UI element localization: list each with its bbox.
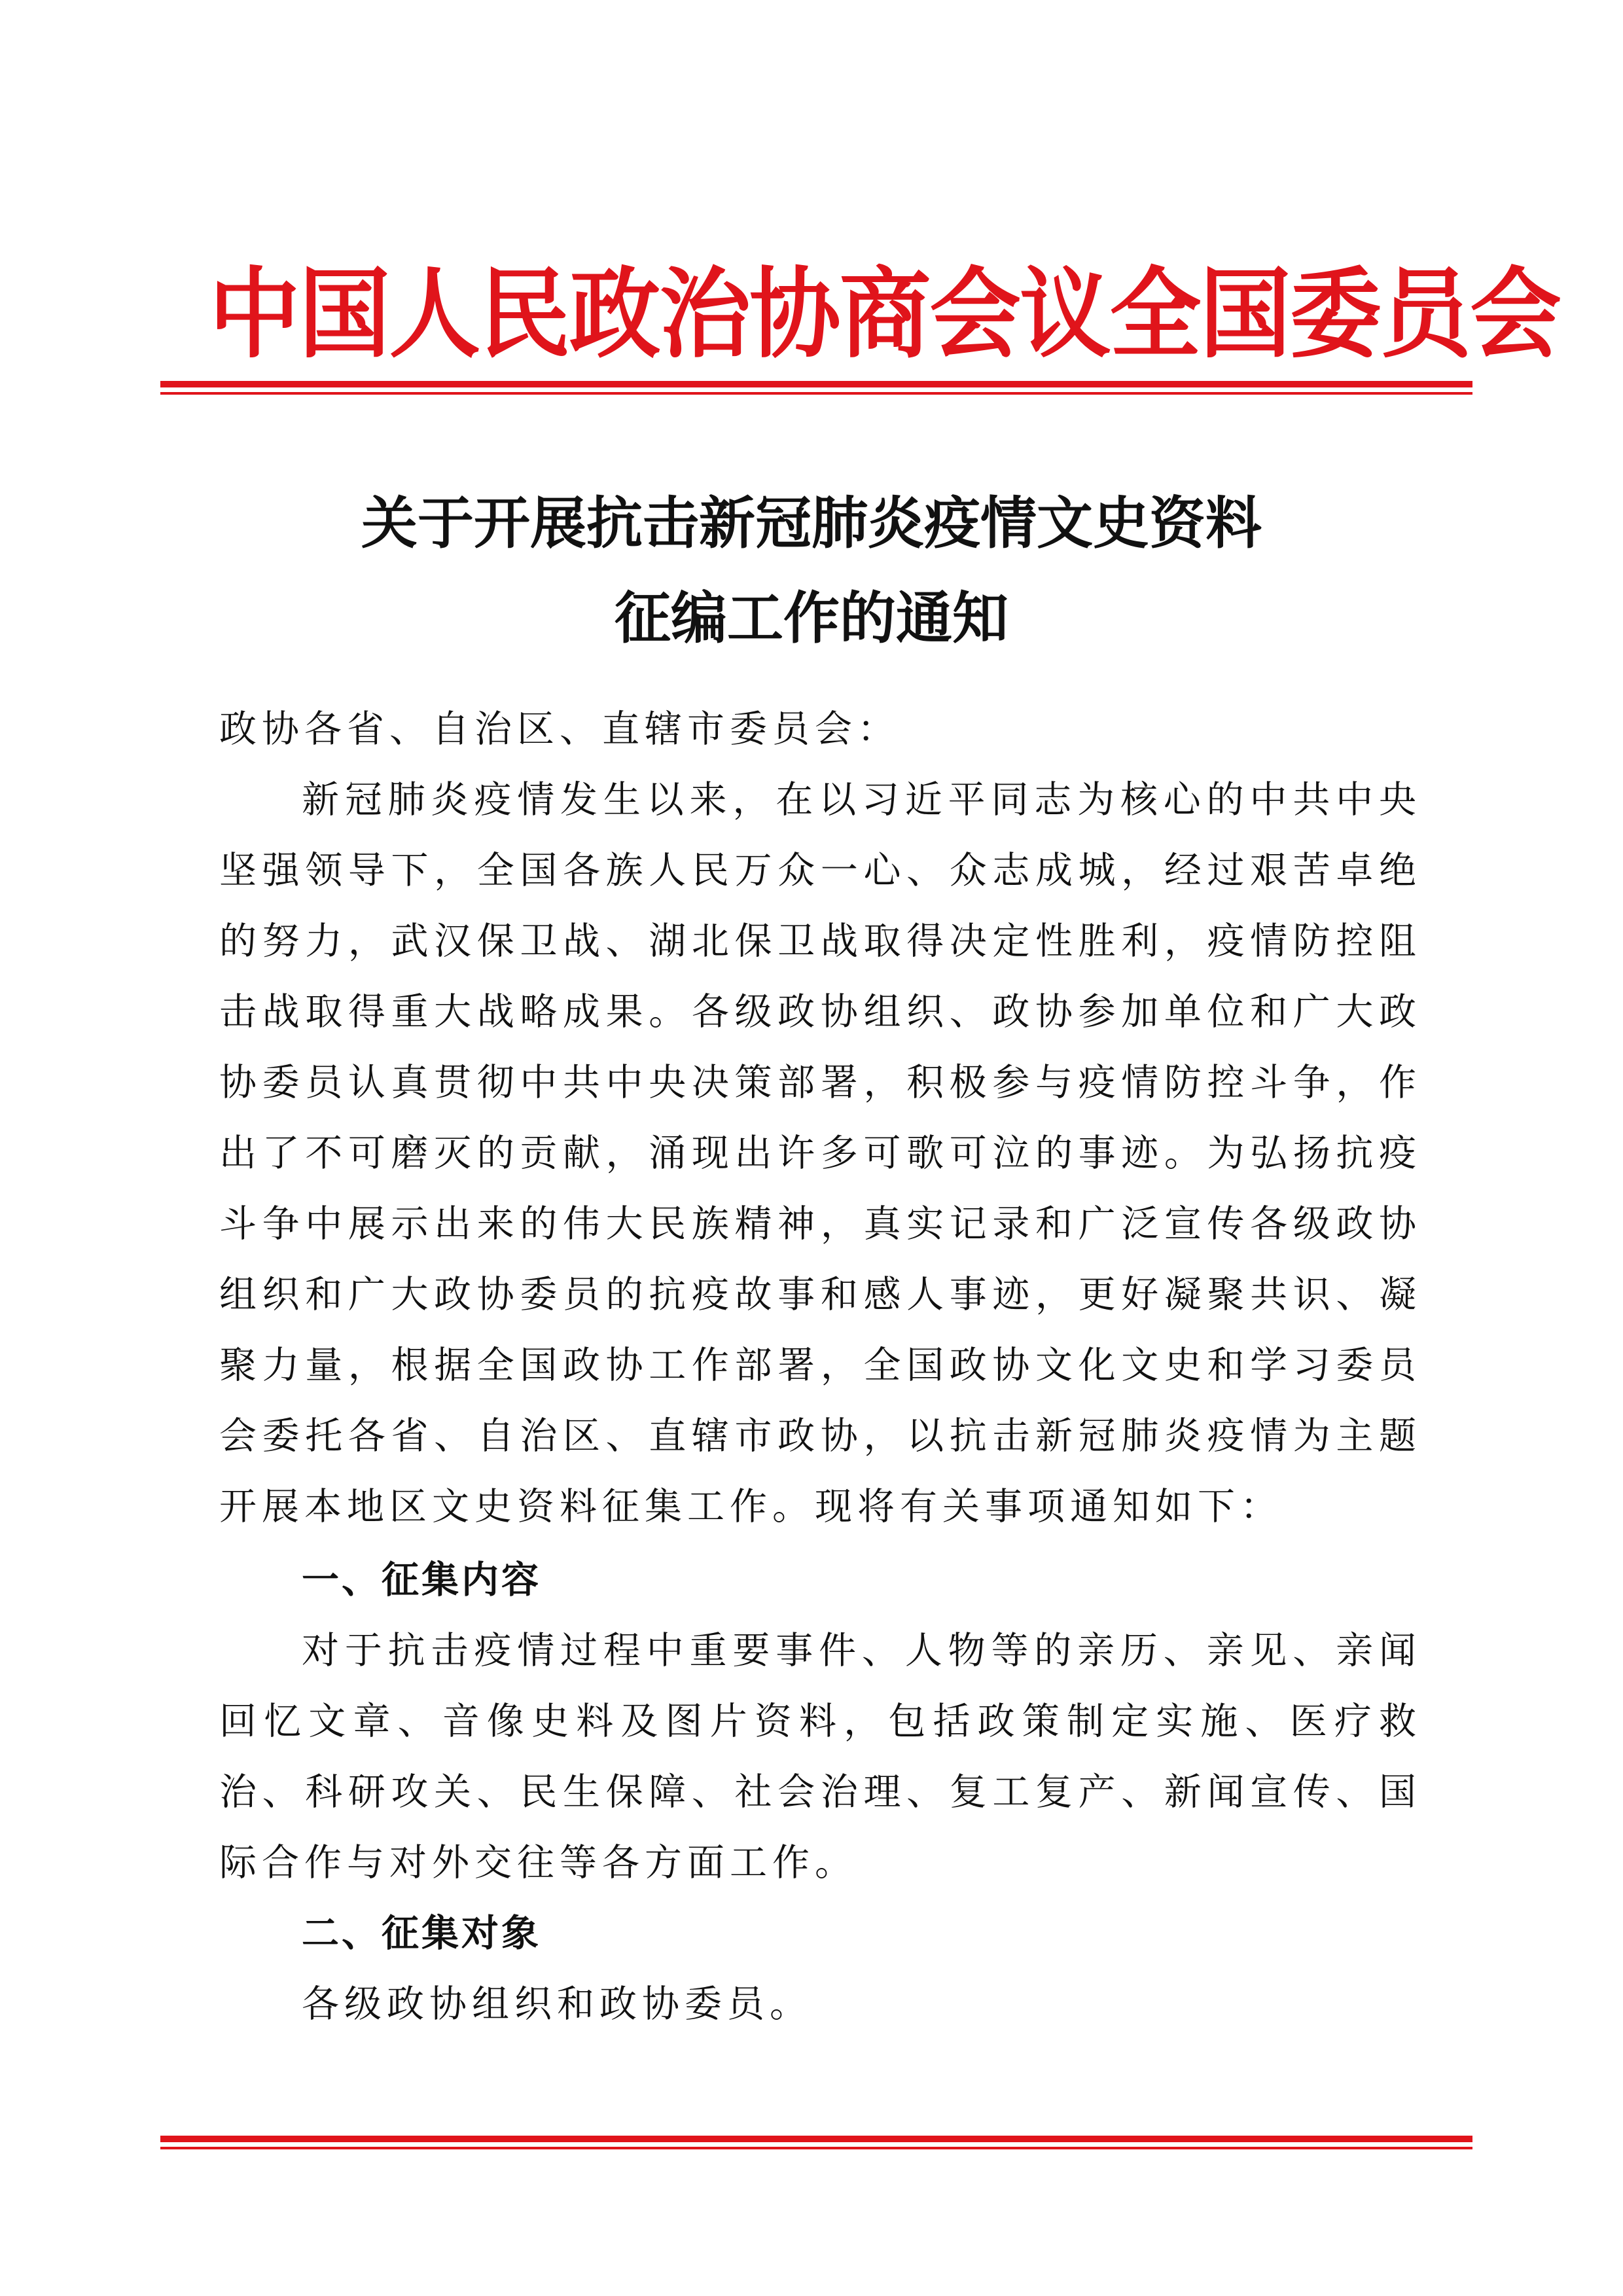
paragraph-line: 斗争中展示出来的伟大民族精神，真实记录和广泛宣传各级政协 — [219, 1202, 1417, 1246]
paragraph-line: 聚力量，根据全国政协工作部署，全国政协文化文史和学习委员 — [219, 1344, 1417, 1387]
section-1-paragraph — [219, 1615, 1417, 1898]
paragraph-line: 击战取得重大战略成果。各级政协组织、政协参加单位和广大政 — [219, 990, 1417, 1033]
footer-rule-thin — [160, 2147, 1472, 2149]
paragraph-line: 开展本地区文史资料征集工作。现将有关事项通知如下： — [219, 1485, 1283, 1528]
paragraph-line: 协委员认真贯彻中共中央决策部署，积极参与疫情防控斗争，作 — [219, 1061, 1417, 1104]
intro-paragraph — [219, 764, 1417, 1542]
document-title-line-1: 关于开展抗击新冠肺炎疫情文史资料 — [361, 490, 1262, 556]
paragraph-line: 治、科研攻关、民生保障、社会治理、复工复产、新闻宣传、国 — [219, 1770, 1417, 1814]
footer-red-rule — [160, 2136, 1472, 2149]
section-2-heading: 二、征集对象 — [302, 1912, 541, 1955]
paragraph-line: 对于抗击疫情过程中重要事件、人物等的亲历、亲见、亲闻 — [302, 1629, 1417, 1672]
paragraph-line: 新冠肺炎疫情发生以来，在以习近平同志为核心的中共中央 — [302, 778, 1417, 821]
section-2-paragraph — [219, 1969, 1417, 2039]
header-rule-thin — [160, 392, 1472, 395]
paragraph-line: 会委托各省、自治区、直辖市政协，以抗击新冠肺炎疫情为主题 — [219, 1414, 1417, 1458]
document-title-line-2: 征编工作的通知 — [615, 585, 1008, 651]
salutation: 政协各省、自治区、直辖市委员会： — [219, 708, 900, 751]
paragraph-line: 坚强领导下，全国各族人民万众一心、众志成城，经过艰苦卓绝 — [219, 849, 1417, 892]
paragraph-line: 出了不可磨灭的贡献，涌现出许多可歌可泣的事迹。为弘扬抗疫 — [219, 1132, 1417, 1175]
paragraph-line: 组织和广大政协委员的抗疫故事和感人事迹，更好凝聚共识、凝 — [219, 1273, 1417, 1316]
paragraph-line: 各级政协组织和政协委员。 — [302, 1982, 812, 2026]
paragraph-line: 际合作与对外交往等各方面工作。 — [219, 1841, 857, 1884]
footer-rule-thick — [160, 2136, 1472, 2142]
section-1-heading: 一、征集内容 — [302, 1558, 541, 1602]
header-rule-thick — [160, 381, 1472, 387]
paragraph-line: 的努力，武汉保卫战、湖北保卫战取得决定性胜利，疫情防控阻 — [219, 920, 1417, 963]
organization-header: 中国人民政治协商会议全国委员会 — [209, 257, 1560, 372]
paragraph-line: 回忆文章、音像史料及图片资料，包括政策制定实施、医疗救 — [219, 1700, 1417, 1743]
header-red-rule — [160, 381, 1472, 395]
